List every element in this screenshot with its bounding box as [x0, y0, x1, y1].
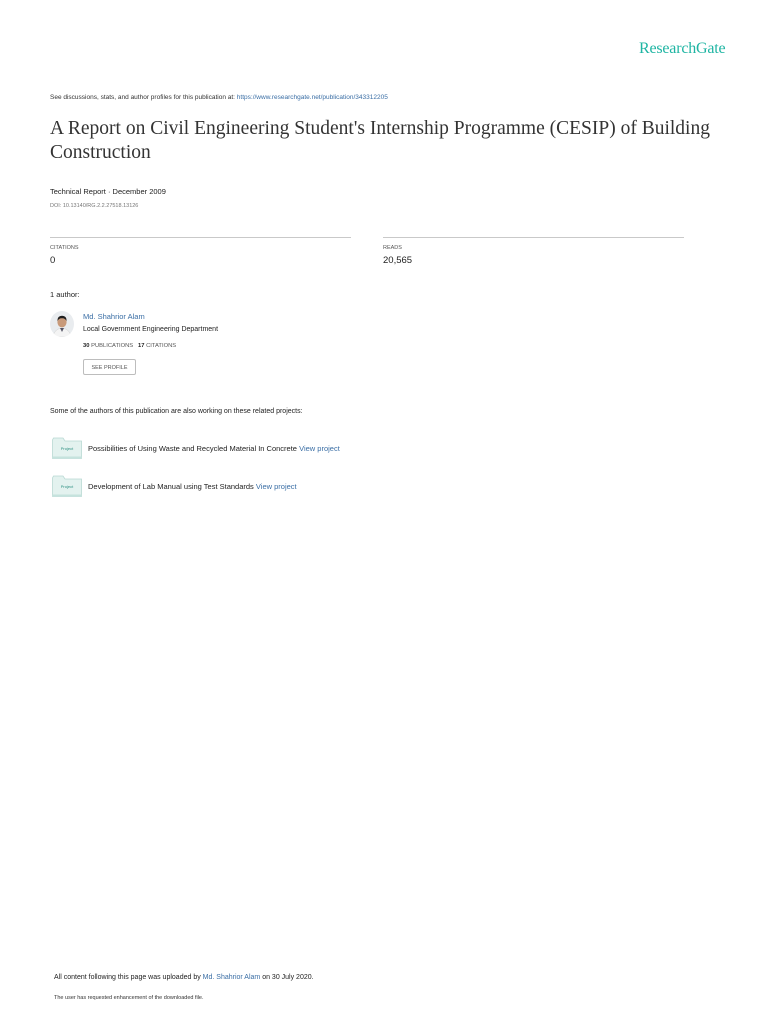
author-publications-count: 30: [83, 343, 90, 349]
reads-label: READS: [383, 245, 402, 251]
author-stats: [83, 343, 176, 349]
author-citations-label: CITATIONS: [146, 343, 177, 349]
author-citations-count: 17: [138, 343, 145, 349]
see-profile-button[interactable]: SEE PROFILE: [83, 359, 136, 375]
enhancement-note: The user has requested enhancement of the downloaded file.: [54, 995, 204, 1001]
researchgate-logo[interactable]: ResearchGate: [639, 40, 726, 57]
related-projects-heading: Some of the authors of this publication are also working on these related projects:: [50, 408, 303, 415]
authors-heading: 1 author:: [50, 290, 80, 299]
upload-notice: [54, 974, 314, 981]
project-title: Possibilities of Using Waste and Recycled Material In Concrete: [88, 444, 297, 453]
citations-value: 0: [50, 255, 56, 266]
publication-type-date: Technical Report · December 2009: [50, 187, 166, 196]
uploader-link[interactable]: Md. Shahrior Alam: [202, 974, 261, 981]
view-project-link[interactable]: View project: [299, 444, 340, 453]
citations-label: CITATIONS: [50, 245, 79, 251]
citations-divider: [50, 237, 351, 238]
project-icon-label: Project: [60, 484, 74, 489]
author-avatar[interactable]: [50, 311, 74, 337]
author-name-link[interactable]: Md. Shahrior Alam: [83, 312, 145, 321]
publication-title: A Report on Civil Engineering Student's Internship Programme (CESIP) of Building Construction: [50, 118, 710, 163]
project-folder-icon: [52, 475, 82, 497]
publication-url-link[interactable]: https://www.researchgate.net/publication/343312205: [236, 94, 388, 101]
project-icon-label: Project: [60, 446, 74, 451]
view-project-link[interactable]: View project: [255, 482, 297, 491]
project-folder-icon: [52, 437, 82, 459]
project-title: Development of Lab Manual using Test Standards: [88, 482, 254, 491]
upload-suffix: on 30 July 2020.: [260, 974, 314, 981]
related-project-item: [88, 444, 340, 453]
author-institution: Local Government Engineering Department: [83, 326, 219, 333]
discussion-line: [50, 94, 388, 101]
upload-prefix: All content following this page was uploaded by: [54, 974, 203, 981]
publication-doi: DOI: 10.13140/RG.2.2.27518.13126: [50, 203, 139, 209]
reads-value: 20,565: [383, 255, 413, 266]
related-project-item: [88, 482, 297, 491]
avatar-photo-icon: [50, 311, 74, 337]
author-publications-label: PUBLICATIONS: [91, 343, 134, 349]
reads-divider: [383, 237, 684, 238]
discussion-prefix: See discussions, stats, and author profiles for this publication at:: [50, 94, 237, 101]
